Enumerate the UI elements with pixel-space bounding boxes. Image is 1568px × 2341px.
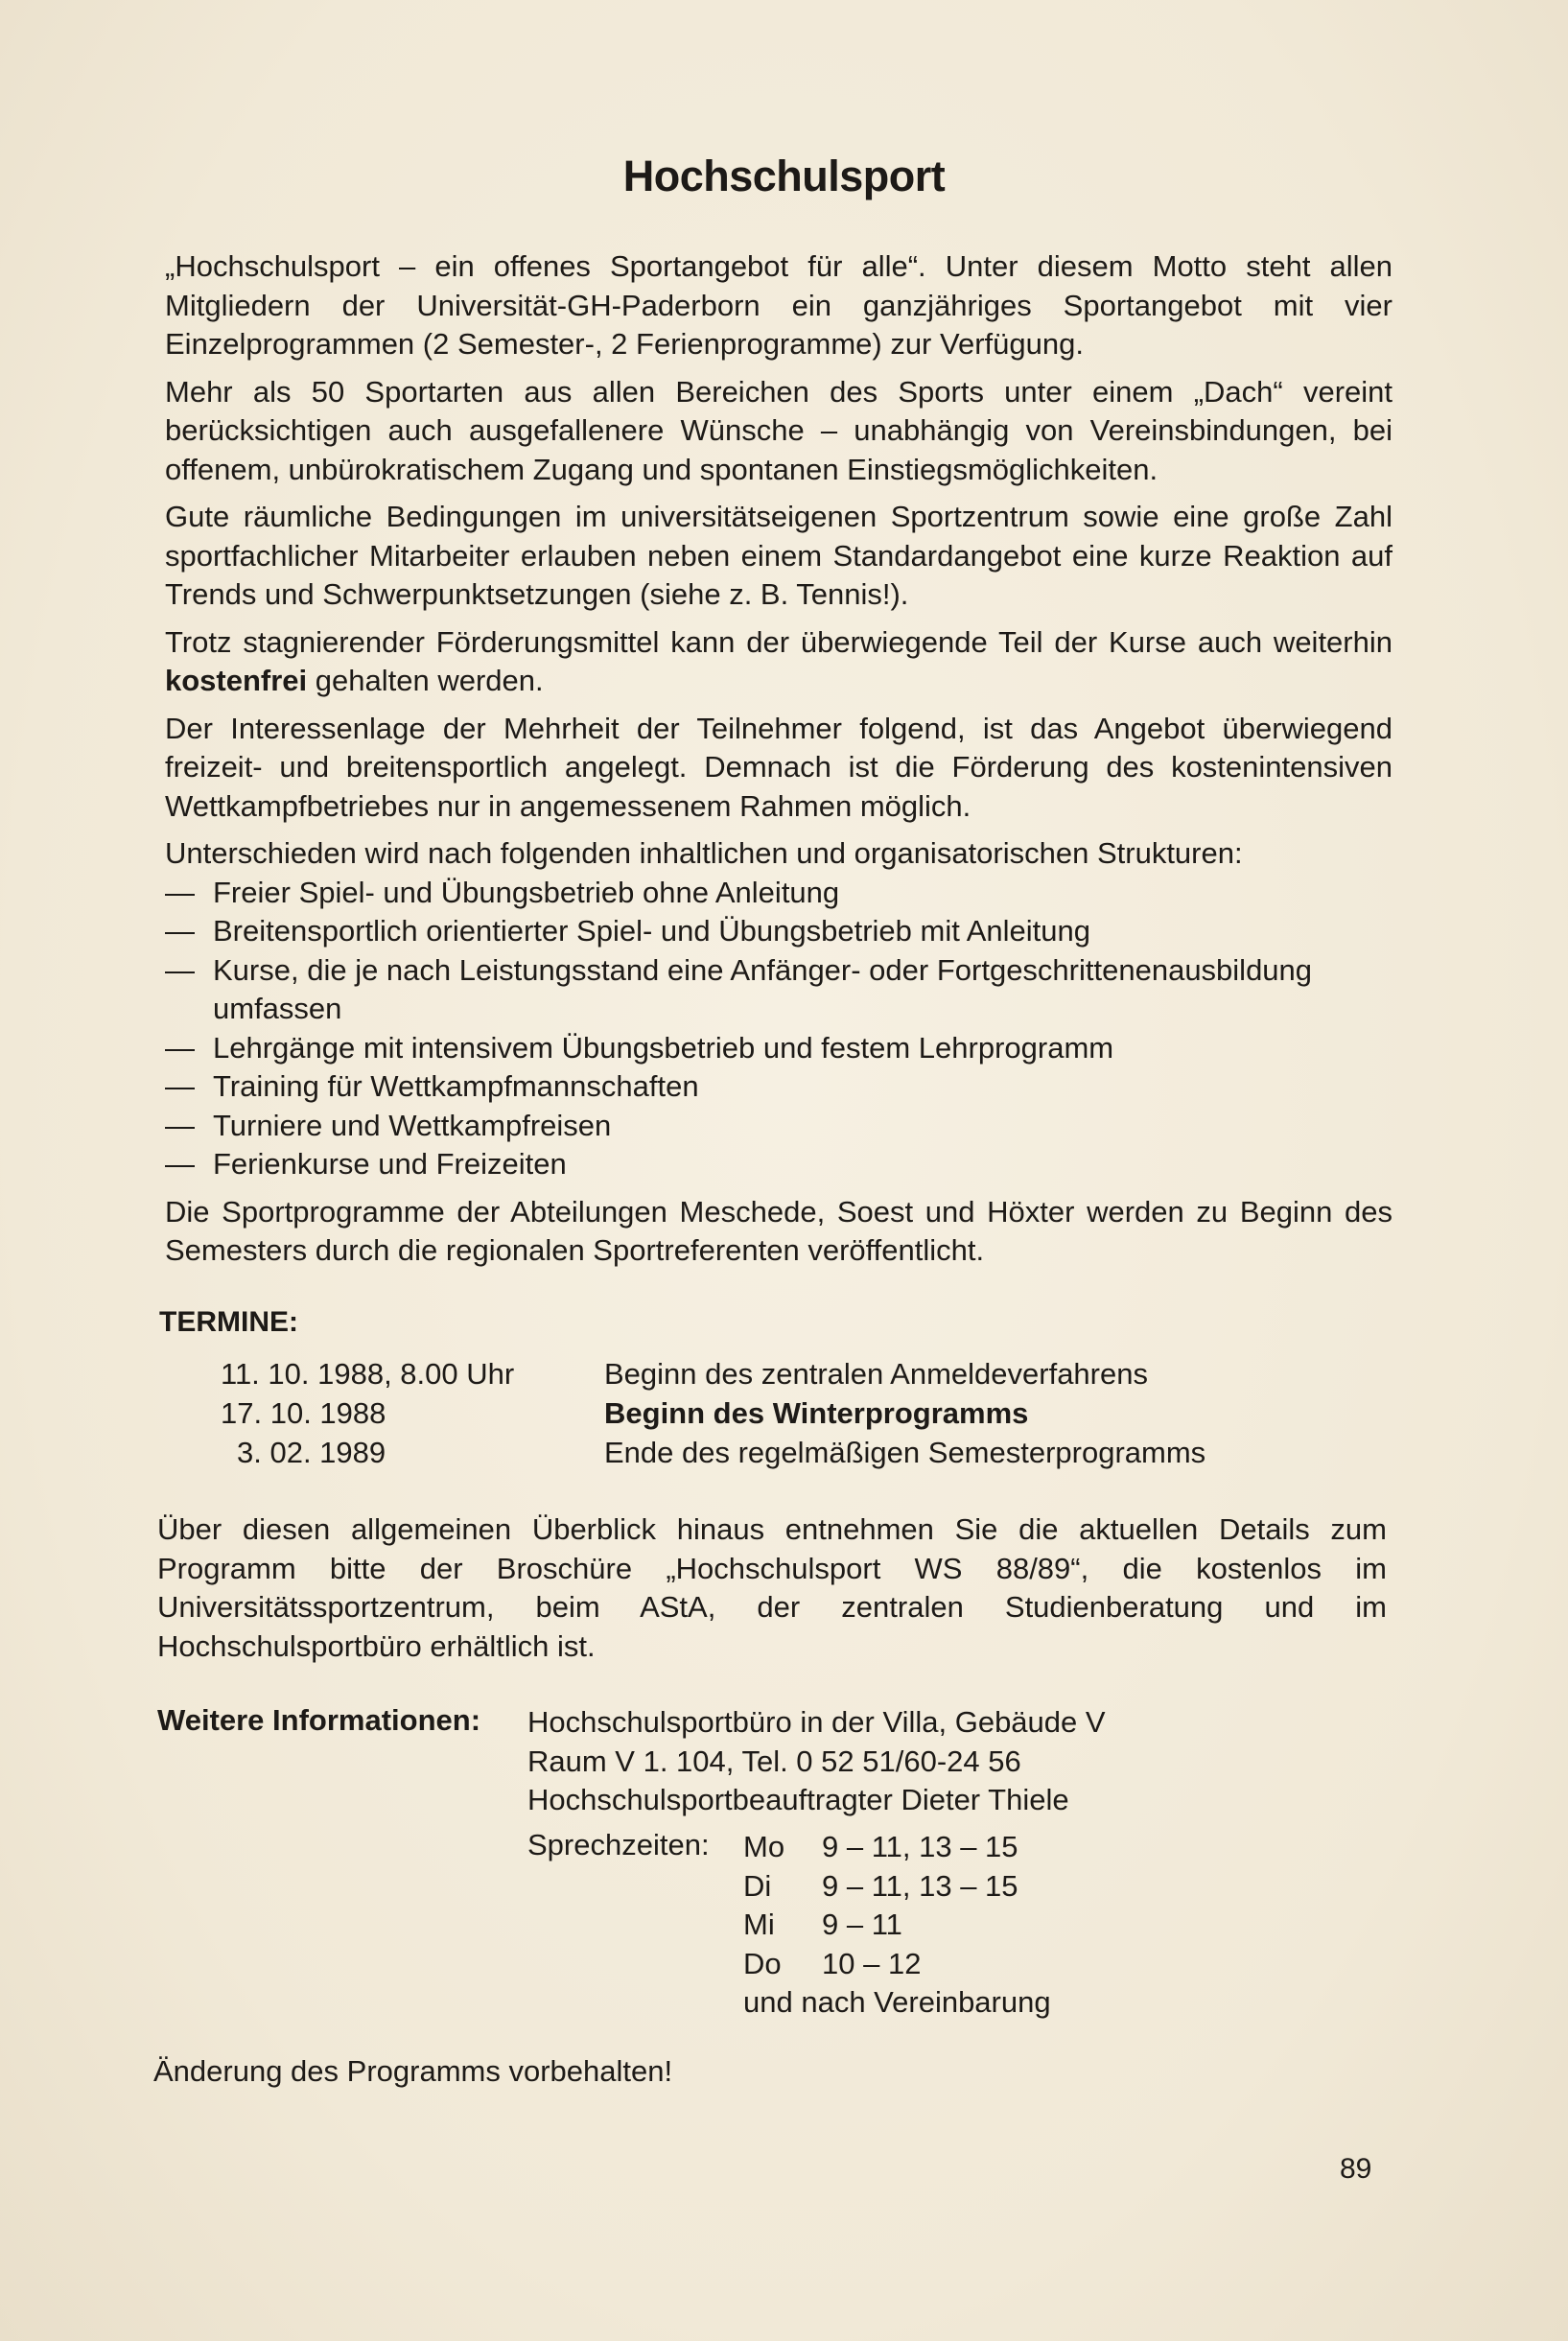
list-item: — Breitensportlich orientierter Spiel- und Übungsbetrieb mit Anleitung <box>165 914 1090 948</box>
list-item: — Lehrgänge mit intensivem Übungsbetrieb und festem Lehrprogramm <box>165 1030 1114 1065</box>
info-label: Weitere Informationen: <box>157 1703 481 1737</box>
hours-table <box>743 1828 1051 2023</box>
list-item: — Freier Spiel- und Übungsbetrieb ohne Anleitung <box>165 875 840 909</box>
table-row <box>743 1945 1051 1984</box>
termine-text: Beginn des Winterprogramms <box>604 1396 1029 1430</box>
list-item: — Ferienkurse und Freizeiten <box>165 1147 567 1181</box>
paragraph-bedingungen: Gute räumliche Bedingungen im universitätseigenen Sportzentrum sowie eine große Zahl sportfachlicher Mitarbeiter erlauben neben einem Standardangebot eine kurze Reaktion auf Trends und Schwerpunktsetzungen (siehe z. B. Tennis!). <box>165 500 1392 611</box>
info-line: Hochschulsportbeauftragter Dieter Thiele <box>527 1783 1069 1816</box>
list-item: — Kurse, die je nach Leistungsstand eine Anfänger- oder Fortgeschrittenenausbildung umfassen <box>165 952 1313 1025</box>
hours-time: 9 – 11, 13 – 15 <box>822 1868 1018 1903</box>
paragraph-interessenlage: Der Interessenlage der Mehrheit der Teilnehmer folgend, ist das Angebot überwiegend freizeit- und breitensportlich angelegt. Demnach ist die Förderung des kostenintensiven Wettkampfbetriebes nur in angemessenem Rahmen möglich. <box>165 711 1392 823</box>
termine-heading: TERMINE: <box>159 1306 298 1338</box>
closing-paragraph: Über diesen allgemeinen Überblick hinaus entnehmen Sie die aktuellen Details zum Programm bitte der Broschüre „Hochschulsport WS 88/89“, die kostenlos im Universitätssportzentrum, beim AStA, der zentralen Studienberatung und im Hochschulsportbüro erhältlich ist. <box>157 1512 1387 1663</box>
change-notice: Änderung des Programms vorbehalten! <box>153 2054 673 2088</box>
paragraph-intro: „Hochschulsport – ein offenes Sportangebot für alle“. Unter diesem Motto steht allen Mitgliedern der Universität-GH-Paderborn ein ganzjähriges Sportangebot mit vier Einzelprogrammen (2 Semester-, 2 Ferienprogramme) zur Verfügung. <box>165 249 1392 361</box>
termine-date: 17. 10. 1988 <box>221 1396 386 1430</box>
info-line: Hochschulsportbüro in der Villa, Gebäude V <box>527 1705 1106 1739</box>
table-row <box>221 1354 1205 1393</box>
hours-day: Do <box>743 1946 782 1980</box>
page-number: 89 <box>1340 2153 1372 2185</box>
table-row <box>743 1828 1051 1867</box>
hours-time: 9 – 11, 13 – 15 <box>822 1830 1018 1863</box>
termine-text: Beginn des zentralen Anmeldeverfahrens <box>604 1357 1148 1391</box>
structure-list <box>165 874 1392 1184</box>
table-row <box>221 1393 1205 1433</box>
termine-date: 11. 10. 1988, 8.00 Uhr <box>221 1357 515 1391</box>
termine-date: 3. 02. 1989 <box>237 1436 386 1469</box>
kostenfrei-emphasis: kostenfrei <box>165 664 308 697</box>
paragraph-sportarten: Mehr als 50 Sportarten aus allen Bereichen des Sports unter einem „Dach“ vereint berücksichtigen auch ausgefallenere Wünsche – unabhängig von Vereinsbindungen, bei offenem, unbürokratischem Zugang und spontanen Einstiegsmöglichkeiten. <box>165 374 1392 486</box>
info-line: Raum V 1. 104, Tel. 0 52 51/60-24 56 <box>527 1744 1021 1778</box>
hours-time: 9 – 11 <box>822 1908 902 1941</box>
hours-day: Mi <box>743 1908 775 1941</box>
page-title: Hochschulsport <box>622 152 946 200</box>
table-row <box>221 1433 1205 1472</box>
paragraph-abteilungen: Die Sportprogramme der Abteilungen Meschede, Soest und Höxter werden zu Beginn des Semesters durch die regionalen Sportreferenten veröffentlicht. <box>165 1194 1392 1267</box>
hours-day: Di <box>743 1868 772 1903</box>
paragraph-strukturen: Unterschieden wird nach folgenden inhaltlichen und organisatorischen Strukturen: <box>165 836 1243 870</box>
list-item: — Training für Wettkampfmannschaften <box>165 1069 699 1103</box>
body-text <box>165 247 1392 1279</box>
hours-day: Mo <box>743 1830 785 1863</box>
paragraph-kostenfrei: Trotz stagnierender Förderungsmittel kann der überwiegende Teil der Kurse auch weiterhin kostenfrei gehalten werden. <box>165 624 1392 697</box>
hours-time: 10 – 12 <box>822 1946 922 1980</box>
termine-table <box>221 1354 1205 1472</box>
table-row <box>743 1906 1051 1945</box>
table-row <box>743 1983 1051 2023</box>
hours-note: und nach Vereinbarung <box>743 1985 1051 2019</box>
info-contact <box>527 1703 1106 1820</box>
list-item: — Turniere und Wettkampfreisen <box>165 1108 612 1142</box>
table-row <box>743 1867 1051 1907</box>
termine-text: Ende des regelmäßigen Semesterprogramms <box>604 1436 1206 1469</box>
sprechzeiten-label: Sprechzeiten: <box>527 1828 710 1861</box>
